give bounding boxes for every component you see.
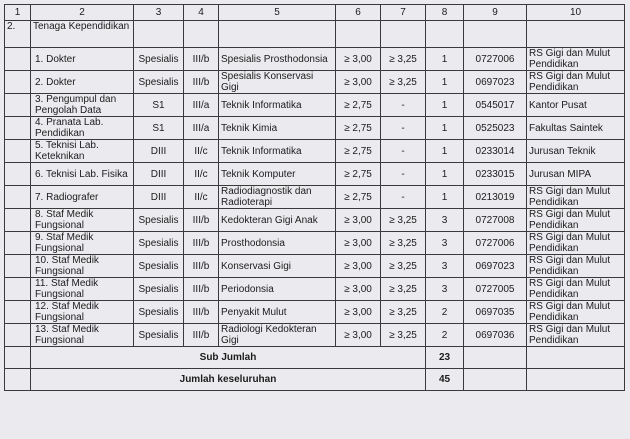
header-row (5, 5, 625, 21)
empty-cell (527, 21, 625, 48)
total-label: Jumlah keseluruhan (31, 369, 426, 391)
staffing-table (4, 4, 625, 391)
table-row (5, 140, 625, 163)
table-row (5, 278, 625, 301)
field-of-study: Prosthodonsia (219, 232, 336, 255)
unit: RS Gigi dan Mulut Pendidikan (527, 301, 625, 324)
count: 3 (426, 255, 464, 278)
grade: III/b (184, 278, 219, 301)
count: 1 (426, 94, 464, 117)
count: 3 (426, 232, 464, 255)
education-level: Spesialis (134, 48, 184, 71)
empty-cell (464, 21, 527, 48)
unit: RS Gigi dan Mulut Pendidikan (527, 209, 625, 232)
empty-cell (5, 71, 31, 94)
code: 0545017 (464, 94, 527, 117)
subtotal-row (5, 347, 625, 369)
column-header: 6 (336, 5, 381, 21)
position-name: 10. Staf Medik Fungsional (31, 255, 134, 278)
col6-value: ≥ 3,00 (336, 71, 381, 94)
grade: III/b (184, 71, 219, 94)
grade: III/b (184, 209, 219, 232)
empty-cell (426, 21, 464, 48)
column-header: 5 (219, 5, 336, 21)
total-value: 45 (426, 369, 464, 391)
column-header: 3 (134, 5, 184, 21)
code: 0697036 (464, 324, 527, 347)
column-header: 10 (527, 5, 625, 21)
grade: III/b (184, 301, 219, 324)
code: 0697023 (464, 255, 527, 278)
col7-value: - (381, 186, 426, 209)
table-row (5, 301, 625, 324)
col7-value: ≥ 3,25 (381, 301, 426, 324)
code: 0727008 (464, 209, 527, 232)
education-level: Spesialis (134, 324, 184, 347)
unit: Fakultas Saintek (527, 117, 625, 140)
subtotal-value: 23 (426, 347, 464, 369)
table-row (5, 71, 625, 94)
code: 0233014 (464, 140, 527, 163)
table-row (5, 163, 625, 186)
col6-value: ≥ 2,75 (336, 140, 381, 163)
unit: RS Gigi dan Mulut Pendidikan (527, 48, 625, 71)
education-level: DIII (134, 140, 184, 163)
education-level: Spesialis (134, 232, 184, 255)
empty-cell (5, 117, 31, 140)
education-level: S1 (134, 117, 184, 140)
field-of-study: Konservasi Gigi (219, 255, 336, 278)
empty-cell (336, 21, 381, 48)
position-name: 9. Staf Medik Fungsional (31, 232, 134, 255)
empty-cell (5, 232, 31, 255)
field-of-study: Teknik Informatika (219, 140, 336, 163)
position-name: 6. Teknisi Lab. Fisika (31, 163, 134, 186)
education-level: Spesialis (134, 301, 184, 324)
field-of-study: Radiologi Kedokteran Gigi (219, 324, 336, 347)
field-of-study: Teknik Komputer (219, 163, 336, 186)
count: 1 (426, 71, 464, 94)
unit: RS Gigi dan Mulut Pendidikan (527, 71, 625, 94)
grade: III/b (184, 48, 219, 71)
code: 0727006 (464, 232, 527, 255)
code: 0525023 (464, 117, 527, 140)
count: 2 (426, 301, 464, 324)
empty-cell (184, 21, 219, 48)
table-row (5, 117, 625, 140)
col6-value: ≥ 2,75 (336, 186, 381, 209)
field-of-study: Radiodiagnostik dan Radioterapi (219, 186, 336, 209)
education-level: DIII (134, 163, 184, 186)
education-level: S1 (134, 94, 184, 117)
col6-value: ≥ 3,00 (336, 278, 381, 301)
education-level: Spesialis (134, 255, 184, 278)
empty-cell (464, 347, 527, 369)
grade: III/b (184, 255, 219, 278)
unit: RS Gigi dan Mulut Pendidikan (527, 232, 625, 255)
column-header: 8 (426, 5, 464, 21)
table-row (5, 94, 625, 117)
field-of-study: Penyakit Mulut (219, 301, 336, 324)
position-name: 2. Dokter (31, 71, 134, 94)
count: 3 (426, 209, 464, 232)
count: 3 (426, 278, 464, 301)
column-header: 7 (381, 5, 426, 21)
grade: III/b (184, 232, 219, 255)
position-name: 11. Staf Medik Fungsional (31, 278, 134, 301)
section-title: Tenaga Kependidikan (31, 21, 134, 48)
col6-value: ≥ 2,75 (336, 117, 381, 140)
empty-cell (5, 94, 31, 117)
table-row (5, 186, 625, 209)
grade: III/a (184, 117, 219, 140)
field-of-study: Spesialis Konservasi Gigi (219, 71, 336, 94)
grade: II/c (184, 163, 219, 186)
col6-value: ≥ 3,00 (336, 209, 381, 232)
code: 0233015 (464, 163, 527, 186)
col7-value: ≥ 3,25 (381, 71, 426, 94)
col7-value: - (381, 163, 426, 186)
grade: III/a (184, 94, 219, 117)
empty-cell (219, 21, 336, 48)
position-name: 5. Teknisi Lab. Keteknikan (31, 140, 134, 163)
section-number: 2. (5, 21, 31, 48)
field-of-study: Teknik Kimia (219, 117, 336, 140)
col7-value: ≥ 3,25 (381, 48, 426, 71)
field-of-study: Periodonsia (219, 278, 336, 301)
position-name: 3. Pengumpul dan Pengolah Data (31, 94, 134, 117)
table-row (5, 209, 625, 232)
empty-cell (134, 21, 184, 48)
unit: Jurusan MIPA (527, 163, 625, 186)
col7-value: ≥ 3,25 (381, 278, 426, 301)
count: 1 (426, 186, 464, 209)
position-name: 13. Staf Medik Fungsional (31, 324, 134, 347)
col6-value: ≥ 3,00 (336, 232, 381, 255)
empty-cell (5, 347, 31, 369)
column-header: 2 (31, 5, 134, 21)
column-header: 4 (184, 5, 219, 21)
col7-value: - (381, 94, 426, 117)
position-name: 4. Pranata Lab. Pendidikan (31, 117, 134, 140)
code: 0727006 (464, 48, 527, 71)
code: 0697023 (464, 71, 527, 94)
empty-cell (527, 347, 625, 369)
count: 1 (426, 163, 464, 186)
position-name: 12. Staf Medik Fungsional (31, 301, 134, 324)
subtotal-label: Sub Jumlah (31, 347, 426, 369)
grade: II/c (184, 140, 219, 163)
position-name: 8. Staf Medik Fungsional (31, 209, 134, 232)
count: 1 (426, 48, 464, 71)
empty-cell (5, 209, 31, 232)
education-level: Spesialis (134, 71, 184, 94)
col6-value: ≥ 3,00 (336, 48, 381, 71)
education-level: DIII (134, 186, 184, 209)
empty-cell (5, 186, 31, 209)
count: 1 (426, 117, 464, 140)
empty-cell (5, 255, 31, 278)
empty-cell (5, 163, 31, 186)
unit: Kantor Pusat (527, 94, 625, 117)
total-row (5, 369, 625, 391)
code: 0213019 (464, 186, 527, 209)
table-row (5, 324, 625, 347)
section-row (5, 21, 625, 48)
count: 1 (426, 140, 464, 163)
table-row (5, 48, 625, 71)
col7-value: ≥ 3,25 (381, 324, 426, 347)
unit: RS Gigi dan Mulut Pendidikan (527, 278, 625, 301)
empty-cell (464, 369, 527, 391)
unit: Jurusan Teknik (527, 140, 625, 163)
field-of-study: Teknik Informatika (219, 94, 336, 117)
empty-cell (527, 369, 625, 391)
empty-cell (5, 140, 31, 163)
education-level: Spesialis (134, 278, 184, 301)
col6-value: ≥ 3,00 (336, 324, 381, 347)
col7-value: ≥ 3,25 (381, 255, 426, 278)
empty-cell (5, 48, 31, 71)
code: 0727005 (464, 278, 527, 301)
empty-cell (5, 278, 31, 301)
code: 0697035 (464, 301, 527, 324)
education-level: Spesialis (134, 209, 184, 232)
empty-cell (5, 324, 31, 347)
position-name: 7. Radiografer (31, 186, 134, 209)
col6-value: ≥ 3,00 (336, 255, 381, 278)
table-row (5, 255, 625, 278)
field-of-study: Kedokteran Gigi Anak (219, 209, 336, 232)
col7-value: ≥ 3,25 (381, 232, 426, 255)
empty-cell (5, 369, 31, 391)
unit: RS Gigi dan Mulut Pendidikan (527, 186, 625, 209)
col6-value: ≥ 3,00 (336, 301, 381, 324)
empty-cell (381, 21, 426, 48)
count: 2 (426, 324, 464, 347)
col7-value: ≥ 3,25 (381, 209, 426, 232)
unit: RS Gigi dan Mulut Pendidikan (527, 324, 625, 347)
empty-cell (5, 301, 31, 324)
col6-value: ≥ 2,75 (336, 94, 381, 117)
grade: III/b (184, 324, 219, 347)
col6-value: ≥ 2,75 (336, 163, 381, 186)
field-of-study: Spesialis Prosthodonsia (219, 48, 336, 71)
col7-value: - (381, 117, 426, 140)
position-name: 1. Dokter (31, 48, 134, 71)
column-header: 9 (464, 5, 527, 21)
grade: II/c (184, 186, 219, 209)
column-header: 1 (5, 5, 31, 21)
table-row (5, 232, 625, 255)
col7-value: - (381, 140, 426, 163)
unit: RS Gigi dan Mulut Pendidikan (527, 255, 625, 278)
